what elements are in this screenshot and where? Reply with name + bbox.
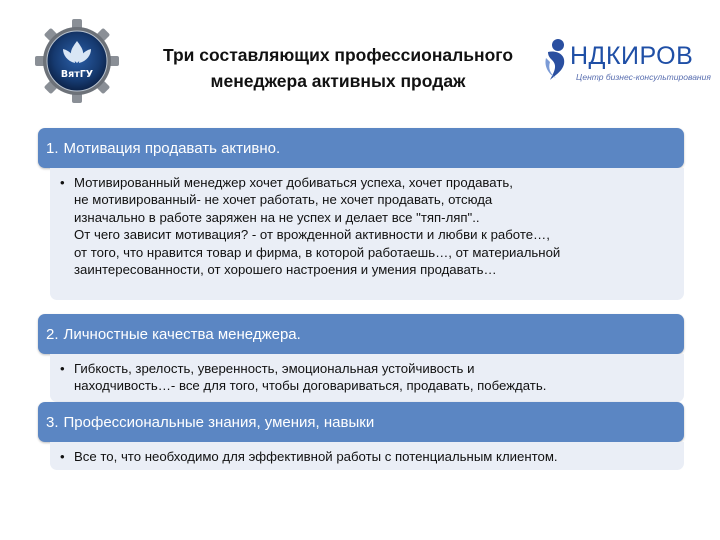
- section-3-body: [50, 442, 684, 470]
- bullet-icon: •: [60, 449, 65, 464]
- section-2-number: 2.: [46, 325, 59, 343]
- section-1-line: от того, что нравится товар и фирма, в которой работаешь…, от материальной: [74, 244, 561, 260]
- section-2-heading: [38, 314, 684, 354]
- section-1-title: Мотивация продавать активно.: [63, 139, 281, 157]
- section-1-line: От чего зависит мотивация? - от врожденной активности и любви к работе…,: [74, 227, 550, 243]
- title-line-2: менеджера активных продаж: [210, 71, 466, 91]
- brand-name: НДКИРОВ: [570, 42, 694, 70]
- brand-mark-icon: [542, 36, 572, 82]
- bullet-icon: •: [60, 361, 65, 376]
- brand-subtitle: Центр бизнес-консультирования: [576, 72, 711, 82]
- section-1-line: изначально в работе заряжен на не успех и делает все "тяп-ляп"..: [74, 209, 480, 225]
- section-2-body: [50, 354, 684, 402]
- section-2-line: находчивость…- все для того, чтобы договариваться, продавать, побеждать.: [74, 378, 547, 394]
- page-title: [128, 42, 548, 94]
- section-1-line: не мотивированный- не хочет работать, не хочет продавать, отсюда: [74, 192, 493, 208]
- brand-logo: [540, 36, 710, 88]
- section-1-line: заинтересованности, от хорошего настроения и умения продавать…: [74, 262, 497, 278]
- section-2-title: Личностные качества менеджера.: [63, 325, 301, 343]
- gear-emblem-icon: [34, 18, 120, 104]
- section-3-heading: [38, 402, 684, 442]
- section-3-number: 3.: [46, 413, 59, 431]
- section-3-line: • Все то, что необходимо для эффективной работы с потенциальным клиентом.: [60, 449, 558, 464]
- vyatgu-logo: [34, 18, 120, 104]
- section-1-number: 1.: [46, 139, 59, 157]
- bullet-icon: •: [60, 175, 65, 190]
- section-1-body: [50, 168, 684, 300]
- title-line-1: Три составляющих профессионального: [162, 45, 514, 65]
- section-2-line: • Гибкость, зрелость, уверенность, эмоциональная устойчивость и: [60, 361, 475, 376]
- vyatgu-logo-text: ВятГУ: [60, 69, 94, 80]
- section-1-heading: [38, 128, 684, 168]
- section-3-title: Профессиональные знания, умения, навыки: [63, 413, 375, 431]
- section-1-line: • Мотивированный менеджер хочет добиваться успеха, хочет продавать,: [60, 175, 513, 190]
